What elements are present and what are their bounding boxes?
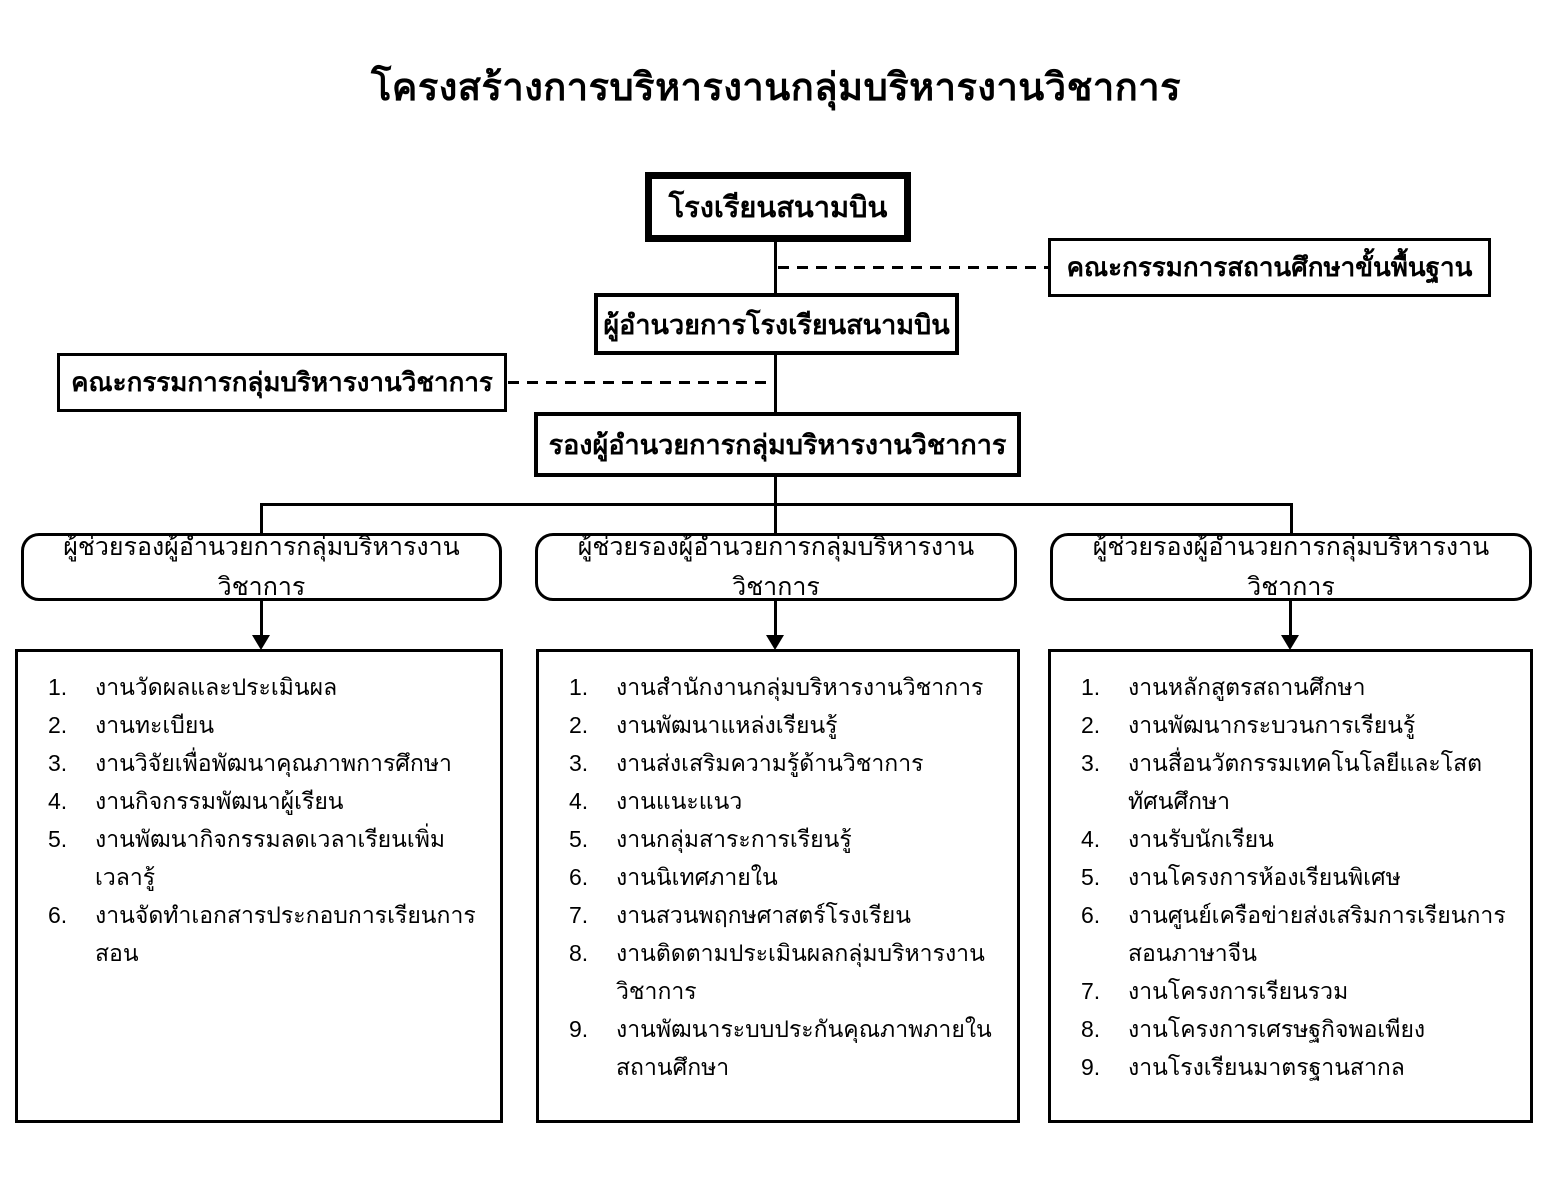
list-item: 8. งานโครงการเศรษฐกิจพอเพียง: [1081, 1016, 1426, 1042]
connector-dashed-academic-committee: [508, 381, 775, 384]
list-item: 5. งานกลุ่มสาระการเรียนรู้: [569, 826, 852, 852]
list-item: 2. งานพัฒนาแหล่งเรียนรู้: [569, 712, 838, 738]
arrow-down-icon: [252, 635, 270, 650]
list-item: 3. งานส่งเสริมความรู้ด้านวิชาการ: [569, 750, 924, 776]
list-item: 6. งานนิเทศภายใน: [569, 864, 778, 890]
list-item: 7. งานสวนพฤกษศาสตร์โรงเรียน: [569, 902, 911, 928]
arrow-down-icon: [766, 635, 784, 650]
list-item: 2. งานพัฒนากระบวนการเรียนรู้: [1081, 712, 1416, 738]
duty-list: [539, 668, 1017, 1086]
list-item: 3. งานวิจัยเพื่อพัฒนาคุณภาพการศึกษา: [48, 750, 452, 776]
list-item: 9. งานพัฒนาระบบประกันคุณภาพภายในสถานศึกษา: [569, 1016, 992, 1080]
duty-list-right: [1048, 649, 1533, 1123]
list-item: 8. งานติดตามประเมินผลกลุ่มบริหารงานวิชาการ: [569, 940, 985, 1004]
list-item: 7. งานโครงการเรียนรวม: [1081, 978, 1349, 1004]
assistant-deputy-box-right: [1050, 533, 1532, 601]
arrow-down-icon: [1281, 635, 1299, 650]
list-item: 4. งานรับนักเรียน: [1081, 826, 1274, 852]
basic-education-committee-label: คณะกรรมการสถานศึกษาขั้นพื้นฐาน: [1066, 252, 1473, 282]
connector-director-to-deputy: [774, 354, 777, 414]
list-item: 3. งานสื่อนวัตกรรมเทคโนโลยีและโสตทัศนศึกษา: [1081, 750, 1483, 814]
list-item: 6. งานจัดทำเอกสารประกอบการเรียนการสอน: [48, 902, 476, 966]
list-item: 4. งานกิจกรรมพัฒนาผู้เรียน: [48, 788, 344, 814]
director-box: [594, 293, 959, 355]
duty-list-middle: [536, 649, 1020, 1123]
school-box: [645, 172, 911, 242]
duty-list: [1051, 668, 1530, 1086]
duty-list-left: [15, 649, 503, 1123]
duty-list: [18, 668, 500, 972]
list-item: 9. งานโรงเรียนมาตรฐานสากล: [1081, 1054, 1405, 1080]
school-label: โรงเรียนสนามบิน: [668, 192, 888, 224]
academic-committee-label: คณะกรรมการกลุ่มบริหารงานวิชาการ: [71, 367, 493, 397]
list-item: 1. งานหลักสูตรสถานศึกษา: [1081, 674, 1366, 700]
page-title: โครงสร้างการบริหารงานกลุ่มบริหารงานวิชาการ: [370, 67, 1181, 109]
connector-school-to-director: [774, 242, 777, 294]
assistant-deputy-box-left: [21, 533, 502, 601]
director-label: ผู้อำนวยการโรงเรียนสนามบิน: [603, 309, 950, 340]
list-item: 2. งานทะเบียน: [48, 712, 215, 738]
basic-education-committee-box: [1048, 238, 1491, 297]
deputy-director-label: รองผู้อำนวยการกลุ่มบริหารงานวิชาการ: [548, 430, 1007, 460]
list-item: 1. งานสำนักงานกลุ่มบริหารงานวิชาการ: [569, 674, 984, 700]
assistant-deputy-label: ผู้ช่วยรองผู้อำนวยการกลุ่มบริหารงานวิชาการ: [63, 533, 460, 601]
assistant-deputy-box-middle: [535, 533, 1017, 601]
list-item: 5. งานโครงการห้องเรียนพิเศษ: [1081, 864, 1401, 890]
list-item: 5. งานพัฒนากิจกรรมลดเวลาเรียนเพิ่มเวลารู้: [48, 826, 446, 890]
list-item: 6. งานศูนย์เครือข่ายส่งเสริมการเรียนการสอนภาษาจีน: [1081, 902, 1506, 966]
connector-dashed-basic-committee: [778, 266, 1048, 269]
list-item: 1. งานวัดผลและประเมินผล: [48, 674, 338, 700]
deputy-director-box: [534, 412, 1021, 477]
assistant-deputy-label: ผู้ช่วยรองผู้อำนวยการกลุ่มบริหารงานวิชาการ: [577, 533, 975, 601]
list-item: 4. งานแนะแนว: [569, 788, 743, 814]
connector-deputy-to-bus: [774, 476, 777, 504]
assistant-deputy-label: ผู้ช่วยรองผู้อำนวยการกลุ่มบริหารงานวิชาการ: [1092, 533, 1490, 601]
academic-committee-box: [57, 353, 507, 412]
